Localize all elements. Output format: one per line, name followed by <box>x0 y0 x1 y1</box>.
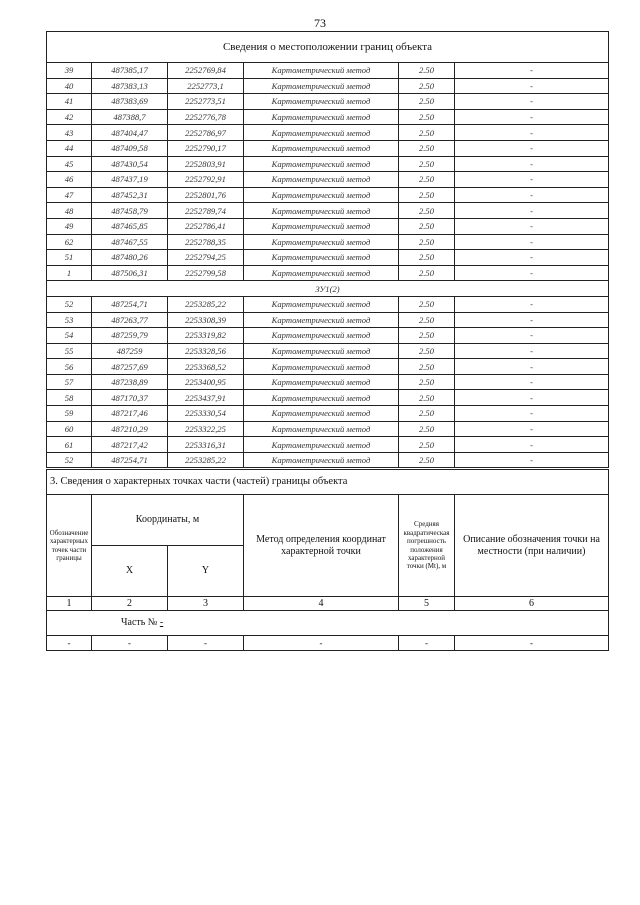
description-cell: - <box>455 265 609 281</box>
coordinate-row <box>47 234 609 250</box>
coord-x: 487259,79 <box>92 328 168 344</box>
method-cell: Картометрический метод <box>244 296 399 312</box>
method-cell: Картометрический метод <box>244 390 399 406</box>
coord-y: 2252786,97 <box>168 125 244 141</box>
coord-x: 487383,69 <box>92 94 168 110</box>
accuracy-cell: 2.50 <box>399 125 455 141</box>
coord-y: 2252773,51 <box>168 94 244 110</box>
method-cell: Картометрический метод <box>244 250 399 266</box>
coordinate-row <box>47 343 609 359</box>
coordinate-row <box>47 296 609 312</box>
accuracy-cell: 2.50 <box>399 265 455 281</box>
coordinate-row <box>47 265 609 281</box>
column-numbers-row <box>47 597 609 611</box>
coord-y: 2252786,41 <box>168 218 244 234</box>
coord-x: 487409,58 <box>92 140 168 156</box>
accuracy-cell: 2.50 <box>399 187 455 203</box>
empty-cell: - <box>168 636 244 651</box>
coordinate-row <box>47 374 609 390</box>
point-number: 52 <box>47 296 92 312</box>
point-number: 56 <box>47 359 92 375</box>
coord-y: 2253322,25 <box>168 421 244 437</box>
description-cell: - <box>455 250 609 266</box>
coordinate-row <box>47 156 609 172</box>
coordinate-row <box>47 125 609 141</box>
accuracy-cell: 2.50 <box>399 421 455 437</box>
method-cell: Картометрический метод <box>244 452 399 468</box>
description-cell: - <box>455 218 609 234</box>
description-cell: - <box>455 421 609 437</box>
accuracy-cell: 2.50 <box>399 203 455 219</box>
coord-x: 487506,31 <box>92 265 168 281</box>
description-cell: - <box>455 187 609 203</box>
coordinate-row <box>47 78 609 94</box>
coord-x: 487383,13 <box>92 78 168 94</box>
method-cell: Картометрический метод <box>244 218 399 234</box>
point-number: 49 <box>47 218 92 234</box>
description-cell: - <box>455 203 609 219</box>
accuracy-cell: 2.50 <box>399 218 455 234</box>
method-cell: Картометрический метод <box>244 172 399 188</box>
coord-y: 2252790,17 <box>168 140 244 156</box>
method-cell: Картометрический метод <box>244 187 399 203</box>
coord-y: 2253330,54 <box>168 406 244 422</box>
coordinate-row <box>47 172 609 188</box>
description-cell: - <box>455 312 609 328</box>
coord-x: 487437,19 <box>92 172 168 188</box>
description-cell: - <box>455 234 609 250</box>
accuracy-cell: 2.50 <box>399 94 455 110</box>
coord-x: 487263,77 <box>92 312 168 328</box>
coord-x: 487257,69 <box>92 359 168 375</box>
method-cell: Картометрический метод <box>244 312 399 328</box>
coordinate-row <box>47 421 609 437</box>
header-row-1 <box>47 495 609 546</box>
method-cell: Картометрический метод <box>244 265 399 281</box>
coord-y: 2252789,74 <box>168 203 244 219</box>
zone-row <box>47 281 609 297</box>
empty-cell: - <box>244 636 399 651</box>
coord-x: 487465,85 <box>92 218 168 234</box>
coord-y: 2253437,91 <box>168 390 244 406</box>
coord-x: 487404,47 <box>92 125 168 141</box>
method-cell: Картометрический метод <box>244 359 399 375</box>
accuracy-cell: 2.50 <box>399 250 455 266</box>
description-cell: - <box>455 172 609 188</box>
accuracy-cell: 2.50 <box>399 63 455 79</box>
accuracy-cell: 2.50 <box>399 172 455 188</box>
accuracy-cell: 2.50 <box>399 109 455 125</box>
coord-x: 487217,42 <box>92 437 168 453</box>
coordinate-row <box>47 312 609 328</box>
description-cell: - <box>455 437 609 453</box>
accuracy-cell: 2.50 <box>399 452 455 468</box>
point-number: 52 <box>47 452 92 468</box>
column-number: 4 <box>244 597 399 611</box>
header-description: Описание обозначения точки на местности (при наличии) <box>455 495 609 597</box>
description-cell: - <box>455 343 609 359</box>
coord-y: 2253400,95 <box>168 374 244 390</box>
coord-x: 487458,79 <box>92 203 168 219</box>
description-cell: - <box>455 390 609 406</box>
point-number: 58 <box>47 390 92 406</box>
part-value: - <box>159 617 164 629</box>
description-cell: - <box>455 156 609 172</box>
accuracy-cell: 2.50 <box>399 156 455 172</box>
section-title: Сведения о местоположении границ объекта <box>47 32 609 63</box>
method-cell: Картометрический метод <box>244 234 399 250</box>
empty-cell: - <box>92 636 168 651</box>
header-accuracy: Средняя квадратическая погрешность положения характерной точки (Mt), м <box>399 495 455 597</box>
accuracy-cell: 2.50 <box>399 140 455 156</box>
description-cell: - <box>455 328 609 344</box>
point-number: 42 <box>47 109 92 125</box>
header-x: X <box>92 546 168 597</box>
accuracy-cell: 2.50 <box>399 390 455 406</box>
header-coords: Координаты, м <box>92 495 244 546</box>
coord-y: 2252792,91 <box>168 172 244 188</box>
empty-row <box>47 636 609 651</box>
point-number: 57 <box>47 374 92 390</box>
coord-y: 2252803,91 <box>168 156 244 172</box>
coord-y: 2252773,1 <box>168 78 244 94</box>
coordinate-row <box>47 140 609 156</box>
coordinate-row <box>47 203 609 219</box>
method-cell: Картометрический метод <box>244 78 399 94</box>
coord-x: 487254,71 <box>92 296 168 312</box>
point-number: 39 <box>47 63 92 79</box>
coord-x: 487480,26 <box>92 250 168 266</box>
accuracy-cell: 2.50 <box>399 359 455 375</box>
coord-y: 2253285,22 <box>168 452 244 468</box>
method-cell: Картометрический метод <box>244 203 399 219</box>
coord-y: 2253328,56 <box>168 343 244 359</box>
coord-x: 487388,7 <box>92 109 168 125</box>
accuracy-cell: 2.50 <box>399 296 455 312</box>
coordinate-row <box>47 94 609 110</box>
header-point-label: Обозначение характерных точек части границы <box>47 495 92 597</box>
accuracy-cell: 2.50 <box>399 406 455 422</box>
method-cell: Картометрический метод <box>244 406 399 422</box>
point-number: 55 <box>47 343 92 359</box>
point-number: 1 <box>47 265 92 281</box>
point-number: 60 <box>47 421 92 437</box>
description-cell: - <box>455 109 609 125</box>
description-cell: - <box>455 374 609 390</box>
coord-x: 487238,89 <box>92 374 168 390</box>
coord-x: 487217,46 <box>92 406 168 422</box>
coord-y: 2252799,58 <box>168 265 244 281</box>
method-cell: Картометрический метод <box>244 94 399 110</box>
description-cell: - <box>455 296 609 312</box>
point-number: 62 <box>47 234 92 250</box>
coord-x: 487254,71 <box>92 452 168 468</box>
coordinate-row <box>47 390 609 406</box>
point-number: 53 <box>47 312 92 328</box>
description-cell: - <box>455 406 609 422</box>
coord-y: 2253285,22 <box>168 296 244 312</box>
header-method: Метод определения координат характерной точки <box>244 495 399 597</box>
point-number: 54 <box>47 328 92 344</box>
boundary-coordinates-table <box>46 31 609 468</box>
section3-title-row <box>47 470 609 495</box>
method-cell: Картометрический метод <box>244 421 399 437</box>
method-cell: Картометрический метод <box>244 374 399 390</box>
empty-cell: - <box>399 636 455 651</box>
zone-label: ЗУ1(2) <box>47 281 609 297</box>
coord-y: 2253308,39 <box>168 312 244 328</box>
description-cell: - <box>455 63 609 79</box>
part-points-table <box>46 469 609 651</box>
coord-x: 487430,54 <box>92 156 168 172</box>
section-title-row <box>47 32 609 63</box>
coord-x: 487452,31 <box>92 187 168 203</box>
coordinate-row <box>47 187 609 203</box>
accuracy-cell: 2.50 <box>399 343 455 359</box>
accuracy-cell: 2.50 <box>399 234 455 250</box>
coord-x: 487385,17 <box>92 63 168 79</box>
point-number: 48 <box>47 203 92 219</box>
point-number: 47 <box>47 187 92 203</box>
description-cell: - <box>455 359 609 375</box>
empty-cell: - <box>455 636 609 651</box>
point-number: 46 <box>47 172 92 188</box>
description-cell: - <box>455 452 609 468</box>
coord-y: 2252776,78 <box>168 109 244 125</box>
point-number: 61 <box>47 437 92 453</box>
accuracy-cell: 2.50 <box>399 328 455 344</box>
page-number: 73 <box>314 16 326 30</box>
coord-x: 487259 <box>92 343 168 359</box>
coord-x: 487210,29 <box>92 421 168 437</box>
point-number: 43 <box>47 125 92 141</box>
coordinate-row <box>47 328 609 344</box>
coordinate-row <box>47 63 609 79</box>
coord-y: 2253316,31 <box>168 437 244 453</box>
method-cell: Картометрический метод <box>244 343 399 359</box>
coordinate-row <box>47 406 609 422</box>
header-y: Y <box>168 546 244 597</box>
coord-y: 2252769,84 <box>168 63 244 79</box>
coord-x: 487170,37 <box>92 390 168 406</box>
point-number: 51 <box>47 250 92 266</box>
part-row <box>47 611 609 636</box>
coord-y: 2253319,82 <box>168 328 244 344</box>
empty-cell: - <box>47 636 92 651</box>
method-cell: Картометрический метод <box>244 125 399 141</box>
description-cell: - <box>455 125 609 141</box>
coordinate-row <box>47 359 609 375</box>
method-cell: Картометрический метод <box>244 437 399 453</box>
coord-y: 2252794,25 <box>168 250 244 266</box>
description-cell: - <box>455 94 609 110</box>
accuracy-cell: 2.50 <box>399 437 455 453</box>
coord-x: 487467,55 <box>92 234 168 250</box>
method-cell: Картометрический метод <box>244 156 399 172</box>
description-cell: - <box>455 140 609 156</box>
part-label-cell <box>47 611 609 636</box>
point-number: 59 <box>47 406 92 422</box>
method-cell: Картометрический метод <box>244 328 399 344</box>
coordinate-row <box>47 452 609 468</box>
description-cell: - <box>455 78 609 94</box>
part-label: Часть № <box>121 617 158 629</box>
accuracy-cell: 2.50 <box>399 312 455 328</box>
point-number: 41 <box>47 94 92 110</box>
coordinate-row <box>47 109 609 125</box>
point-number: 44 <box>47 140 92 156</box>
coordinate-row <box>47 218 609 234</box>
section3-title: 3. Сведения о характерных точках части (частей) границы объекта <box>47 470 609 495</box>
coord-y: 2252801,76 <box>168 187 244 203</box>
coord-y: 2253368,52 <box>168 359 244 375</box>
method-cell: Картометрический метод <box>244 109 399 125</box>
column-number: 5 <box>399 597 455 611</box>
column-number: 3 <box>168 597 244 611</box>
column-number: 2 <box>92 597 168 611</box>
accuracy-cell: 2.50 <box>399 374 455 390</box>
coord-y: 2252788,35 <box>168 234 244 250</box>
column-number: 1 <box>47 597 92 611</box>
coordinate-row <box>47 250 609 266</box>
column-number: 6 <box>455 597 609 611</box>
accuracy-cell: 2.50 <box>399 78 455 94</box>
method-cell: Картометрический метод <box>244 140 399 156</box>
point-number: 45 <box>47 156 92 172</box>
point-number: 40 <box>47 78 92 94</box>
method-cell: Картометрический метод <box>244 63 399 79</box>
coordinate-row <box>47 437 609 453</box>
